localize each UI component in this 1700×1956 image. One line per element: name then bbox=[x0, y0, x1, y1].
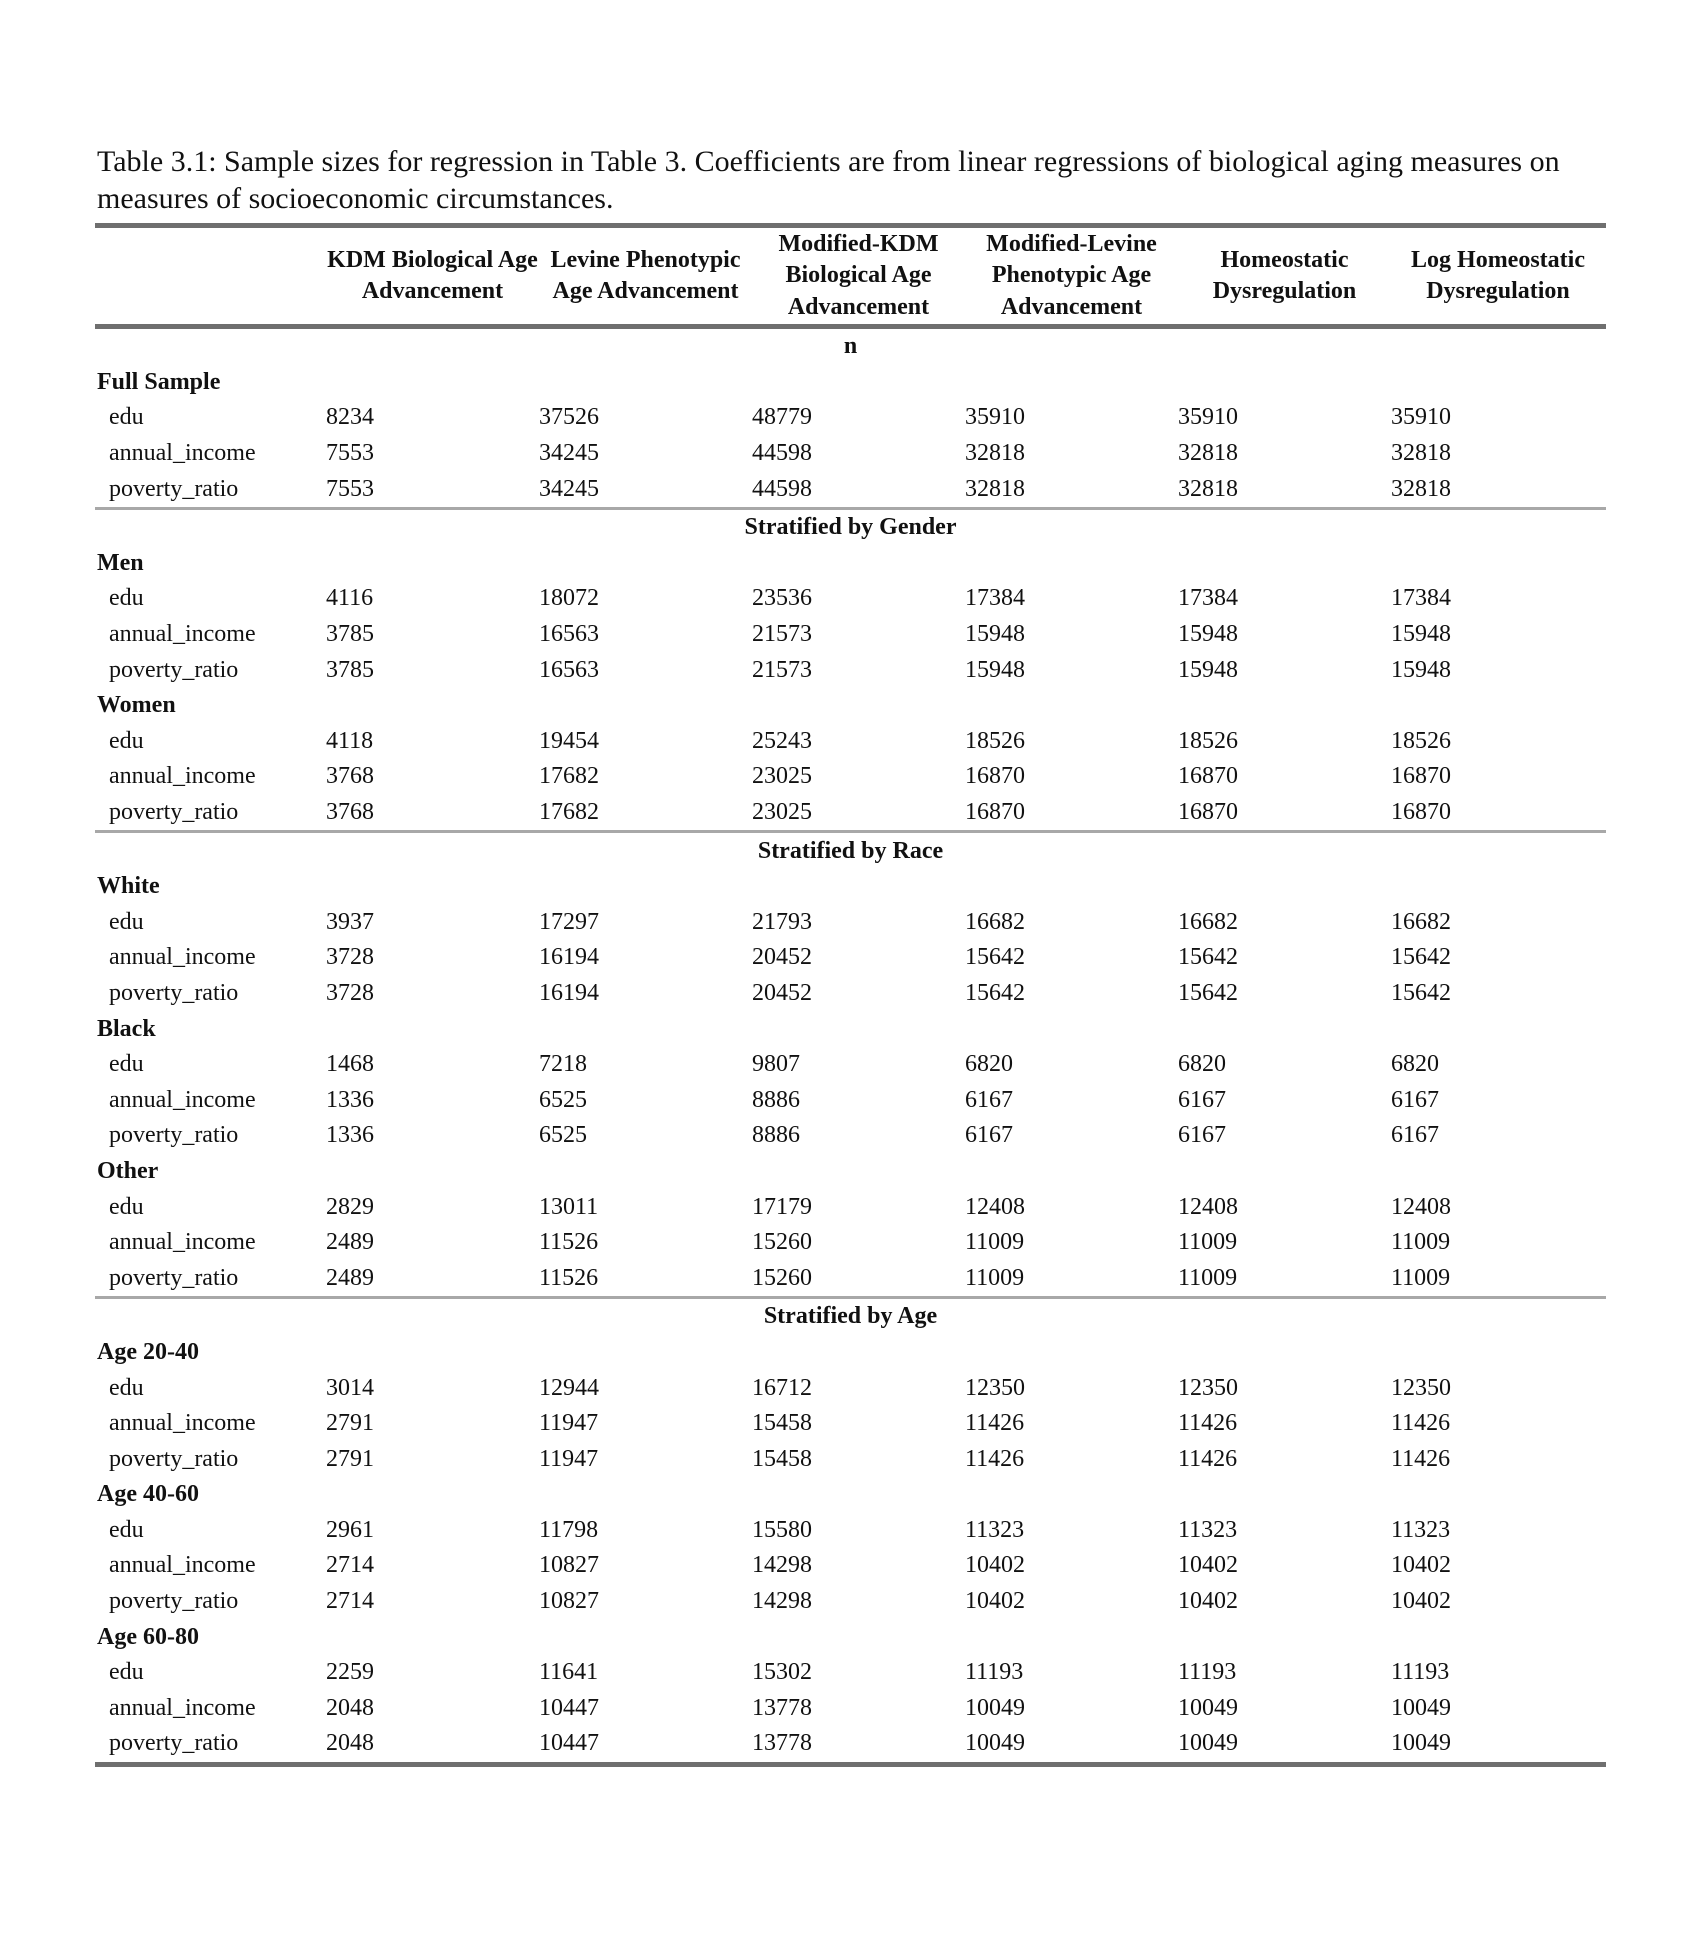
column-header: Levine Phenotypic Age Advancement bbox=[550, 246, 741, 304]
table-cell: 18526 bbox=[1391, 727, 1451, 754]
row-label: annual_income bbox=[109, 763, 256, 790]
table-cell: 3768 bbox=[326, 799, 374, 826]
table-cell: 18526 bbox=[965, 727, 1025, 754]
table-cell: 16870 bbox=[1391, 799, 1451, 826]
table-cell: 10049 bbox=[1178, 1694, 1238, 1721]
table-cell: 12350 bbox=[1178, 1374, 1238, 1401]
table-cell: 34245 bbox=[539, 475, 599, 502]
table-cell: 6167 bbox=[965, 1122, 1013, 1149]
table-cell: 2489 bbox=[326, 1264, 374, 1291]
table-cell: 11526 bbox=[539, 1264, 599, 1291]
table-cell: 17384 bbox=[1391, 585, 1451, 612]
table-cell: 21793 bbox=[752, 908, 812, 935]
table-cell: 6820 bbox=[965, 1051, 1013, 1078]
sample-size-table bbox=[95, 223, 1606, 1767]
table-cell: 16563 bbox=[539, 621, 599, 648]
row-label: poverty_ratio bbox=[109, 1264, 239, 1291]
table-cell: 6820 bbox=[1391, 1051, 1439, 1078]
row-label: edu bbox=[109, 1516, 144, 1543]
table-row bbox=[95, 1655, 1606, 1691]
table-row bbox=[95, 1691, 1606, 1727]
table-cell: 32818 bbox=[1178, 475, 1238, 502]
table-cell: 37526 bbox=[539, 404, 599, 431]
table-cell: 9807 bbox=[752, 1051, 800, 1078]
section-title: Stratified by Race bbox=[757, 837, 944, 864]
table-header bbox=[95, 228, 1606, 329]
table-cell: 10049 bbox=[1391, 1730, 1451, 1757]
table-row bbox=[95, 1584, 1606, 1620]
table-cell: 15302 bbox=[752, 1659, 812, 1686]
row-label: poverty_ratio bbox=[109, 1588, 239, 1615]
row-label: edu bbox=[109, 1374, 144, 1401]
table-caption: Table 3.1: Sample sizes for regression in Table 3. Coefficients are from linear regressions of biological aging measures on measures of socioeconomic circumstances. bbox=[97, 145, 1560, 215]
table-cell: 10827 bbox=[539, 1552, 599, 1579]
table-cell: 2829 bbox=[326, 1193, 374, 1220]
table-cell: 11323 bbox=[1178, 1516, 1238, 1543]
table-cell: 3728 bbox=[326, 979, 374, 1006]
table-cell: 2259 bbox=[326, 1659, 374, 1686]
table-cell: 14298 bbox=[752, 1552, 812, 1579]
table-cell: 3785 bbox=[326, 621, 374, 648]
table-cell: 35910 bbox=[965, 404, 1025, 431]
table-cell: 10402 bbox=[1178, 1588, 1238, 1615]
table-cell: 13778 bbox=[752, 1730, 812, 1757]
table-body bbox=[95, 329, 1606, 1767]
table-cell: 11947 bbox=[539, 1445, 599, 1472]
table-cell: 4118 bbox=[326, 727, 374, 754]
section-title: Stratified by Age bbox=[763, 1303, 938, 1330]
table-cell: 10402 bbox=[965, 1552, 1025, 1579]
table-cell: 6525 bbox=[539, 1122, 587, 1149]
table-cell: 21573 bbox=[752, 656, 812, 683]
table-cell: 32818 bbox=[1178, 440, 1238, 467]
table-cell: 15948 bbox=[1391, 656, 1451, 683]
table-row bbox=[95, 724, 1606, 760]
table-cell: 16870 bbox=[965, 799, 1025, 826]
table-cell: 10402 bbox=[965, 1588, 1025, 1615]
table-cell: 15580 bbox=[752, 1516, 812, 1543]
table-row bbox=[95, 652, 1606, 688]
table-row bbox=[95, 471, 1606, 510]
table-cell: 8886 bbox=[752, 1122, 800, 1149]
table-cell: 2714 bbox=[326, 1552, 374, 1579]
table-cell: 1336 bbox=[326, 1086, 374, 1113]
table-cell: 11009 bbox=[1391, 1264, 1451, 1291]
table-row bbox=[95, 976, 1606, 1012]
table-cell: 15948 bbox=[965, 621, 1025, 648]
table-row bbox=[95, 436, 1606, 472]
table-cell: 18526 bbox=[1178, 727, 1238, 754]
table-cell: 10049 bbox=[1391, 1694, 1451, 1721]
table-cell: 21573 bbox=[752, 621, 812, 648]
table-cell: 11193 bbox=[1391, 1659, 1450, 1686]
table-cell: 10049 bbox=[965, 1694, 1025, 1721]
table-cell: 8886 bbox=[752, 1086, 800, 1113]
table-cell: 2714 bbox=[326, 1588, 374, 1615]
table-cell: 15948 bbox=[1178, 656, 1238, 683]
table-cell: 35910 bbox=[1391, 404, 1451, 431]
table-row bbox=[95, 1047, 1606, 1083]
table-cell: 3785 bbox=[326, 656, 374, 683]
table-cell: 15260 bbox=[752, 1229, 812, 1256]
table-row bbox=[95, 1513, 1606, 1549]
table-cell: 15642 bbox=[965, 979, 1025, 1006]
group-row bbox=[95, 1335, 1606, 1371]
table-cell: 2791 bbox=[326, 1445, 374, 1472]
table-cell: 1468 bbox=[326, 1051, 374, 1078]
table-cell: 12350 bbox=[1391, 1374, 1451, 1401]
table-cell: 15642 bbox=[1178, 944, 1238, 971]
table-cell: 35910 bbox=[1178, 404, 1238, 431]
table-cell: 11526 bbox=[539, 1229, 599, 1256]
row-label: annual_income bbox=[109, 621, 256, 648]
group-label: White bbox=[97, 873, 160, 900]
group-row bbox=[95, 1011, 1606, 1047]
table-cell: 17179 bbox=[752, 1193, 812, 1220]
group-row bbox=[95, 365, 1606, 401]
row-label: annual_income bbox=[109, 1410, 256, 1437]
table-cell: 16682 bbox=[965, 908, 1025, 935]
row-label: edu bbox=[109, 1051, 144, 1078]
table-cell: 16563 bbox=[539, 656, 599, 683]
table-cell: 16870 bbox=[1391, 763, 1451, 790]
table-cell: 16194 bbox=[539, 944, 599, 971]
row-label: edu bbox=[109, 585, 144, 612]
table-cell: 32818 bbox=[1391, 475, 1451, 502]
table-cell: 11009 bbox=[965, 1229, 1025, 1256]
table-cell: 15948 bbox=[965, 656, 1025, 683]
table-cell: 10049 bbox=[1178, 1730, 1238, 1757]
row-label: annual_income bbox=[109, 1694, 256, 1721]
table-cell: 32818 bbox=[965, 440, 1025, 467]
table-cell: 2961 bbox=[326, 1516, 374, 1543]
row-label: poverty_ratio bbox=[109, 799, 239, 826]
table-cell: 16712 bbox=[752, 1374, 812, 1401]
section-title-row bbox=[95, 833, 1606, 869]
table-cell: 18072 bbox=[539, 585, 599, 612]
table-cell: 12408 bbox=[1178, 1193, 1238, 1220]
table-cell: 16682 bbox=[1178, 908, 1238, 935]
group-label: Age 60-80 bbox=[97, 1623, 199, 1650]
column-header: Homeostatic Dysregulation bbox=[1212, 246, 1357, 304]
table-cell: 16870 bbox=[1178, 763, 1238, 790]
table-cell: 3768 bbox=[326, 763, 374, 790]
section-title-row bbox=[95, 1299, 1606, 1335]
table-cell: 11947 bbox=[539, 1410, 599, 1437]
row-label: poverty_ratio bbox=[109, 1730, 239, 1757]
table-cell: 1336 bbox=[326, 1122, 374, 1149]
group-label: Men bbox=[97, 549, 144, 576]
table-cell: 10447 bbox=[539, 1694, 599, 1721]
row-label: poverty_ratio bbox=[109, 475, 239, 502]
table-cell: 2489 bbox=[326, 1229, 374, 1256]
table-cell: 11426 bbox=[1178, 1445, 1238, 1472]
column-header: Log Homeostatic Dysregulation bbox=[1411, 246, 1585, 304]
stat-label: n bbox=[843, 333, 858, 360]
table-row bbox=[95, 1726, 1606, 1767]
column-header: Modified-Levine Phenotypic Age Advancement bbox=[986, 230, 1157, 320]
table-cell: 20452 bbox=[752, 944, 812, 971]
table-row bbox=[95, 1370, 1606, 1406]
table-cell: 3937 bbox=[326, 908, 374, 935]
table-cell: 2048 bbox=[326, 1730, 374, 1757]
row-label: annual_income bbox=[109, 1552, 256, 1579]
table-cell: 11193 bbox=[965, 1659, 1024, 1686]
row-label: edu bbox=[109, 727, 144, 754]
stat-label-row bbox=[95, 329, 1606, 365]
row-label: annual_income bbox=[109, 1086, 256, 1113]
row-label: poverty_ratio bbox=[109, 656, 239, 683]
table-cell: 10447 bbox=[539, 1730, 599, 1757]
table-cell: 17682 bbox=[539, 763, 599, 790]
table-cell: 15642 bbox=[965, 944, 1025, 971]
row-label: annual_income bbox=[109, 440, 256, 467]
table-cell: 32818 bbox=[1391, 440, 1451, 467]
group-row bbox=[95, 546, 1606, 582]
group-row bbox=[95, 688, 1606, 724]
table-cell: 15642 bbox=[1391, 979, 1451, 1006]
table-cell: 16870 bbox=[965, 763, 1025, 790]
group-label: Black bbox=[97, 1015, 156, 1042]
group-label: Other bbox=[97, 1157, 159, 1184]
table-cell: 6820 bbox=[1178, 1051, 1226, 1078]
table-cell: 16870 bbox=[1178, 799, 1238, 826]
group-row bbox=[95, 1154, 1606, 1190]
table-cell: 12350 bbox=[965, 1374, 1025, 1401]
table-cell: 11798 bbox=[539, 1516, 599, 1543]
table-cell: 48779 bbox=[752, 404, 812, 431]
table-cell: 19454 bbox=[539, 727, 599, 754]
table-cell: 23025 bbox=[752, 763, 812, 790]
table-cell: 44598 bbox=[752, 440, 812, 467]
table-cell: 10827 bbox=[539, 1588, 599, 1615]
group-row bbox=[95, 1619, 1606, 1655]
group-label: Age 20-40 bbox=[97, 1338, 199, 1365]
table-cell: 12944 bbox=[539, 1374, 599, 1401]
table-row bbox=[95, 1082, 1606, 1118]
table-cell: 11009 bbox=[1178, 1229, 1238, 1256]
table-cell: 11009 bbox=[965, 1264, 1025, 1291]
table-row bbox=[95, 400, 1606, 436]
table-cell: 17384 bbox=[1178, 585, 1238, 612]
table-row bbox=[95, 1441, 1606, 1477]
group-label: Women bbox=[97, 692, 176, 719]
table-cell: 17384 bbox=[965, 585, 1025, 612]
row-label: edu bbox=[109, 404, 144, 431]
table-cell: 15458 bbox=[752, 1410, 812, 1437]
table-cell: 13778 bbox=[752, 1694, 812, 1721]
table-cell: 32818 bbox=[965, 475, 1025, 502]
table-cell: 12408 bbox=[965, 1193, 1025, 1220]
table-cell: 15948 bbox=[1178, 621, 1238, 648]
table-cell: 11426 bbox=[965, 1445, 1025, 1472]
table-cell: 11323 bbox=[965, 1516, 1025, 1543]
row-label: edu bbox=[109, 908, 144, 935]
table-cell: 14298 bbox=[752, 1588, 812, 1615]
section-title-row bbox=[95, 510, 1606, 546]
table-cell: 10402 bbox=[1391, 1552, 1451, 1579]
table-cell: 7553 bbox=[326, 440, 374, 467]
row-label: edu bbox=[109, 1193, 144, 1220]
table-row bbox=[95, 1548, 1606, 1584]
table-cell: 13011 bbox=[539, 1193, 599, 1220]
table-cell: 34245 bbox=[539, 440, 599, 467]
table-row bbox=[95, 1118, 1606, 1154]
table-cell: 6167 bbox=[1178, 1086, 1226, 1113]
column-header: Modified-KDM Biological Age Advancement bbox=[778, 230, 939, 320]
table-cell: 11641 bbox=[539, 1659, 599, 1686]
table-row bbox=[95, 617, 1606, 653]
table-cell: 3728 bbox=[326, 944, 374, 971]
table-cell: 15642 bbox=[1391, 944, 1451, 971]
table-cell: 11426 bbox=[1178, 1410, 1238, 1437]
table-cell: 2048 bbox=[326, 1694, 374, 1721]
table-row bbox=[95, 905, 1606, 941]
table-cell: 11323 bbox=[1391, 1516, 1451, 1543]
table-row bbox=[95, 581, 1606, 617]
table-cell: 16194 bbox=[539, 979, 599, 1006]
row-label: poverty_ratio bbox=[109, 979, 239, 1006]
group-label: Age 40-60 bbox=[97, 1481, 199, 1508]
table-cell: 11426 bbox=[1391, 1445, 1451, 1472]
table-cell: 3014 bbox=[326, 1374, 374, 1401]
row-label: annual_income bbox=[109, 944, 256, 971]
table-cell: 12408 bbox=[1391, 1193, 1451, 1220]
table-cell: 20452 bbox=[752, 979, 812, 1006]
table-row bbox=[95, 1225, 1606, 1261]
table-row bbox=[95, 1406, 1606, 1442]
table-cell: 11193 bbox=[1178, 1659, 1237, 1686]
table-row bbox=[95, 940, 1606, 976]
table-row bbox=[95, 759, 1606, 795]
row-label: annual_income bbox=[109, 1229, 256, 1256]
table-cell: 2791 bbox=[326, 1410, 374, 1437]
table-cell: 25243 bbox=[752, 727, 812, 754]
table-cell: 6167 bbox=[1178, 1122, 1226, 1149]
table-cell: 15458 bbox=[752, 1445, 812, 1472]
table-cell: 10049 bbox=[965, 1730, 1025, 1757]
table-cell: 15642 bbox=[1178, 979, 1238, 1006]
table-cell: 10402 bbox=[1178, 1552, 1238, 1579]
table-cell: 7218 bbox=[539, 1051, 587, 1078]
table-cell: 8234 bbox=[326, 404, 374, 431]
group-row bbox=[95, 869, 1606, 905]
table-row bbox=[95, 1189, 1606, 1225]
table-cell: 10402 bbox=[1391, 1588, 1451, 1615]
table-cell: 17297 bbox=[539, 908, 599, 935]
table-cell: 15948 bbox=[1391, 621, 1451, 648]
table-cell: 6167 bbox=[965, 1086, 1013, 1113]
table-cell: 4116 bbox=[326, 585, 374, 612]
table-cell: 6167 bbox=[1391, 1086, 1439, 1113]
table-cell: 44598 bbox=[752, 475, 812, 502]
row-label: poverty_ratio bbox=[109, 1445, 239, 1472]
row-label: poverty_ratio bbox=[109, 1122, 239, 1149]
table-cell: 17682 bbox=[539, 799, 599, 826]
table-cell: 11426 bbox=[1391, 1410, 1451, 1437]
table-row bbox=[95, 795, 1606, 834]
row-label: edu bbox=[109, 1659, 144, 1686]
table-cell: 15260 bbox=[752, 1264, 812, 1291]
table-cell: 16682 bbox=[1391, 908, 1451, 935]
group-row bbox=[95, 1477, 1606, 1513]
table-cell: 11426 bbox=[965, 1410, 1025, 1437]
table-cell: 7553 bbox=[326, 475, 374, 502]
column-header: KDM Biological Age Advancement bbox=[327, 246, 538, 304]
group-label: Full Sample bbox=[97, 368, 221, 395]
table-cell: 11009 bbox=[1178, 1264, 1238, 1291]
table-cell: 6167 bbox=[1391, 1122, 1439, 1149]
section-title: Stratified by Gender bbox=[744, 514, 957, 541]
table-cell: 23536 bbox=[752, 585, 812, 612]
table-cell: 11009 bbox=[1391, 1229, 1451, 1256]
table-cell: 6525 bbox=[539, 1086, 587, 1113]
table-row bbox=[95, 1260, 1606, 1299]
table-cell: 23025 bbox=[752, 799, 812, 826]
